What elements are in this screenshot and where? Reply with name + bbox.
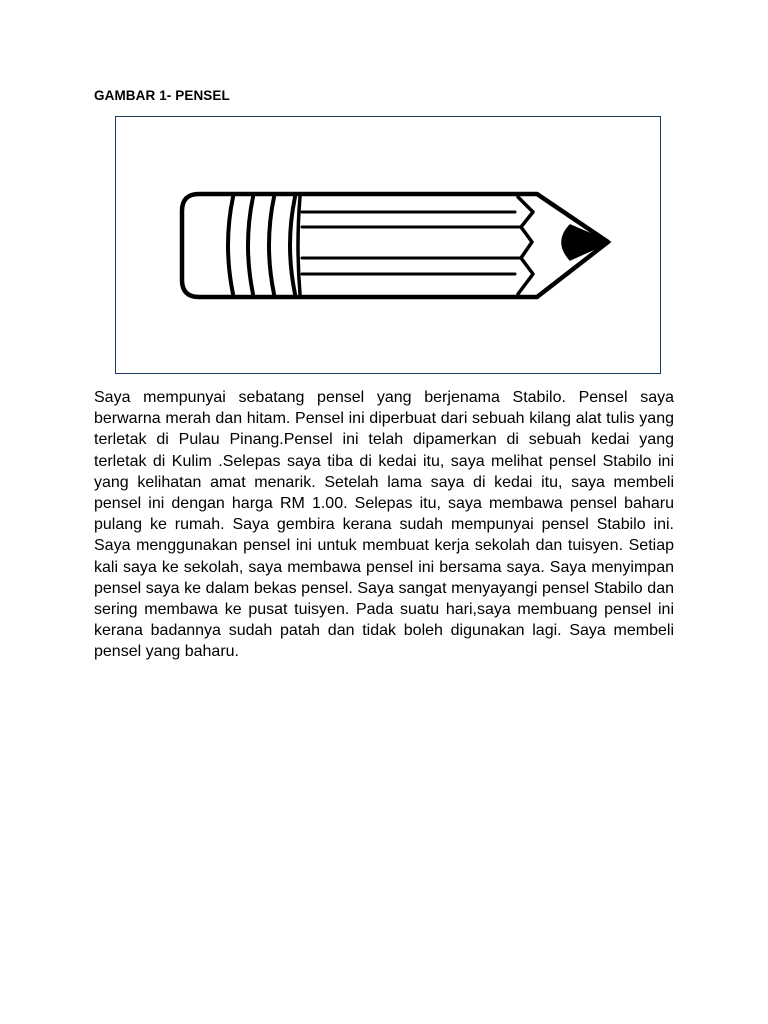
pencil-outline	[182, 194, 608, 297]
pencil-ferrule-ring-2	[248, 197, 253, 294]
figure-frame	[115, 116, 661, 374]
pencil-body-edge	[298, 197, 300, 294]
body-paragraph: Saya mempunyai sebatang pensel yang berjenama Stabilo. Pensel saya berwarna merah dan hitam. Pensel ini diperbuat dari sebuah kilang alat tulis yang terletak di Pulau Pinang.Pensel ini telah dipamerkan di sebuah kedai yang terletak di Kulim .Selepas saya tiba di kedai itu, saya melihat pensel Stabilo ini yang kelihatan amat menarik. Setelah lama saya di kedai itu, saya membeli pensel ini dengan harga RM 1.00. Selepas itu, saya membawa pensel baharu pulang ke rumah. Saya gembira kerana sudah mempunyai pensel Stabilo ini. Saya menggunakan pensel ini untuk membuat kerja sekolah dan tuisyen. Setiap kali saya ke sekolah, saya membawa pensel ini bersama saya. Saya menyimpan pensel saya ke dalam bekas pensel. Saya sangat menyayangi pensel Stabilo dan sering membawa ke pusat tuisyen. Pada suatu hari,saya membuang pensel ini kerana badannya sudah patah dan tidak boleh digunakan lagi. Saya membeli pensel yang baharu.	[94, 389, 674, 661]
pencil-ferrule-ring-4	[290, 197, 295, 294]
pencil-ferrule-ring-1	[228, 197, 233, 294]
pencil-icon	[116, 117, 662, 375]
pencil-lead-tip	[562, 225, 610, 260]
pencil-ferrule-ring-3	[269, 197, 274, 294]
figure-title: GAMBAR 1- PENSEL	[94, 88, 230, 103]
pencil-wood-zigzag	[518, 197, 533, 294]
